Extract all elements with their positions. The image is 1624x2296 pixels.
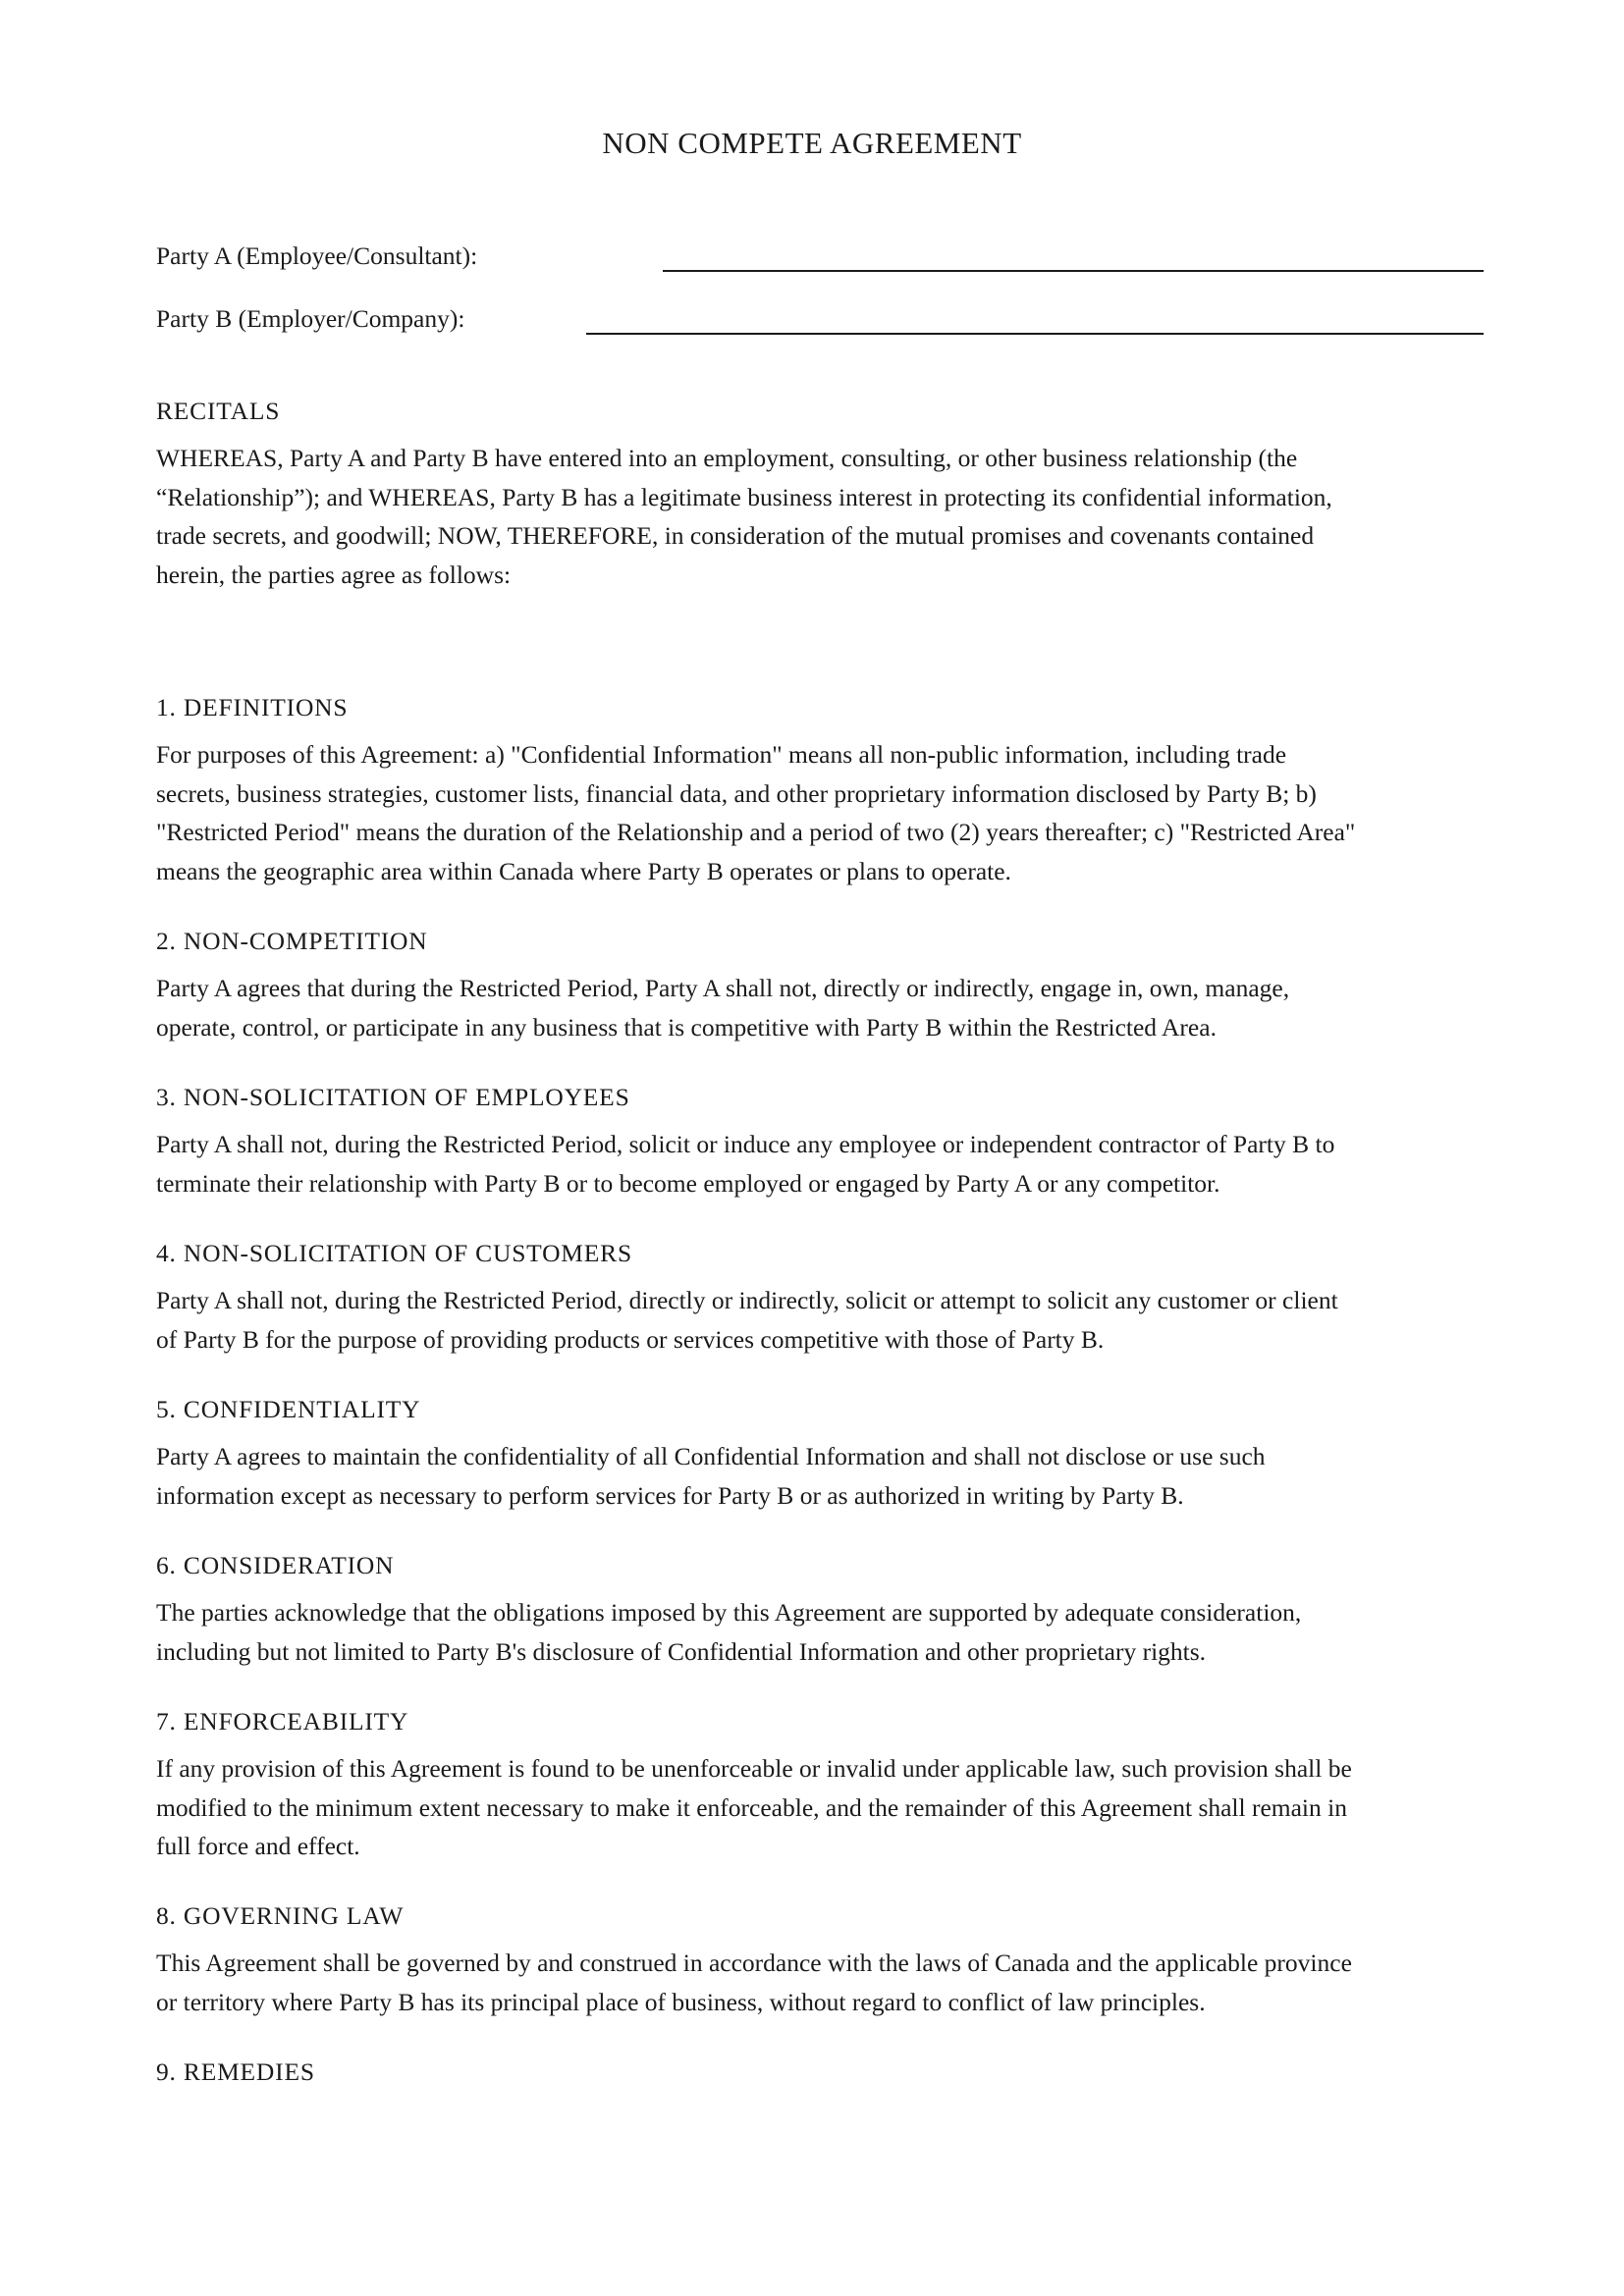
party-b-signature-line[interactable] xyxy=(586,333,1484,335)
recitals-line: WHEREAS, Party A and Party B have entered into an employment, consulting, or other business relationship (the xyxy=(156,444,1298,472)
section-line: Party A agrees that during the Restricted Period, Party A shall not, directly or indirectly, engage in, own, manage, xyxy=(156,974,1290,1002)
section-text xyxy=(156,1125,1484,1202)
section-heading: 1. DEFINITIONS xyxy=(156,693,349,721)
section-line: The parties acknowledge that the obligations imposed by this Agreement are supported by adequate consideration, xyxy=(156,1598,1302,1627)
recitals-heading: RECITALS xyxy=(156,397,281,425)
recitals-text xyxy=(156,439,1484,594)
section-text xyxy=(156,1593,1484,1671)
section-line: or territory where Party B has its principal place of business, without regard to conflict of law principles. xyxy=(156,1987,1206,2016)
section-line: secrets, business strategies, customer lists, financial data, and other proprietary information disclosed by Party B; b) xyxy=(156,778,1317,808)
recitals-line: “Relationship”); and WHEREAS, Party B has a legitimate business interest in protecting its confidential information, xyxy=(156,482,1332,511)
recitals-line: herein, the parties agree as follows: xyxy=(156,560,512,589)
section-heading: 7. ENFORCEABILITY xyxy=(156,1707,409,1735)
section-line: of Party B for the purpose of providing products or services competitive with those of Party B. xyxy=(156,1324,1105,1354)
party-a-signature-line[interactable] xyxy=(663,270,1484,272)
section-line: modified to the minimum extent necessary to make it enforceable, and the remainder of this Agreement shall remain in xyxy=(156,1792,1347,1822)
section-text xyxy=(156,1944,1484,2021)
section-text xyxy=(156,1749,1484,1866)
section-heading: 6. CONSIDERATION xyxy=(156,1551,395,1579)
section-heading: 5. CONFIDENTIALITY xyxy=(156,1395,421,1423)
section-line: Party A agrees to maintain the confidentiality of all Confidential Information and shall not disclose or use such xyxy=(156,1442,1266,1470)
section-heading: 9. REMEDIES xyxy=(156,2057,315,2086)
section-line: full force and effect. xyxy=(156,1832,360,1860)
recitals-line: trade secrets, and goodwill; NOW, THEREFORE, in consideration of the mutual promises and covenants contained xyxy=(156,521,1315,550)
section-line: Party A shall not, during the Restricted Period, solicit or induce any employee or independent contractor of Party B to xyxy=(156,1130,1335,1158)
section-line: means the geographic area within Canada where Party B operates or plans to operate. xyxy=(156,856,1011,885)
section-line: operate, control, or participate in any business that is competitive with Party B within the Restricted Area. xyxy=(156,1012,1217,1041)
section-text xyxy=(156,1281,1484,1359)
section-line: Party A shall not, during the Restricted Period, directly or indirectly, solicit or attempt to solicit any customer or client xyxy=(156,1286,1338,1314)
section-line: information except as necessary to perform services for Party B or as authorized in writing by Party B. xyxy=(156,1480,1184,1510)
section-line: "Restricted Period" means the duration of the Relationship and a period of two (2) years thereafter; c) "Restricted Area" xyxy=(156,818,1356,846)
section-heading: 8. GOVERNING LAW xyxy=(156,1901,405,1930)
section-text xyxy=(156,1437,1484,1515)
section-line: including but not limited to Party B's disclosure of Confidential Information and other proprietary rights. xyxy=(156,1636,1207,1666)
section-text xyxy=(156,735,1484,890)
section-heading: 4. NON-SOLICITATION OF CUSTOMERS xyxy=(156,1239,632,1267)
section-heading: 3. NON-SOLICITATION OF EMPLOYEES xyxy=(156,1083,630,1111)
party-b-label: Party B (Employer/Company): xyxy=(156,304,465,333)
section-line: terminate their relationship with Party B or to become employed or engaged by Party A or any competitor. xyxy=(156,1168,1220,1198)
document-title: NON COMPETE AGREEMENT xyxy=(602,126,1022,160)
section-line: For purposes of this Agreement: a) "Confidential Information" means all non-public information, including trade xyxy=(156,740,1287,769)
section-heading: 2. NON-COMPETITION xyxy=(156,927,428,955)
section-line: If any provision of this Agreement is found to be unenforceable or invalid under applicable law, such provision shall be xyxy=(156,1754,1352,1783)
party-a-label: Party A (Employee/Consultant): xyxy=(156,241,478,270)
section-text xyxy=(156,969,1484,1046)
section-line: This Agreement shall be governed by and construed in accordance with the laws of Canada and the applicable province xyxy=(156,1949,1352,1977)
